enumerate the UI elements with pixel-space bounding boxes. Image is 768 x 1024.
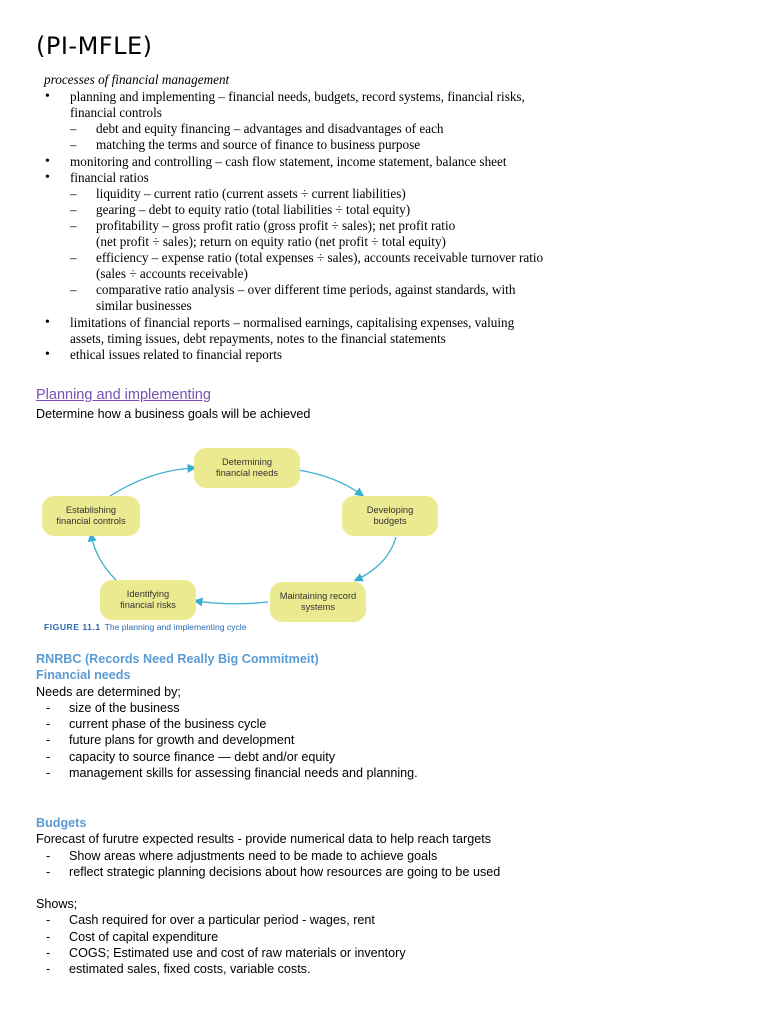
list-item bbox=[44, 89, 604, 153]
financial-needs-section bbox=[36, 651, 418, 781]
sub-list-text: (sales ÷ accounts receivable) bbox=[96, 266, 248, 281]
budgets-shows-label: Shows; bbox=[36, 897, 78, 912]
list-item: - Show areas where adjustments need to be made to achieve goals bbox=[36, 848, 500, 864]
sub-list bbox=[44, 121, 604, 153]
node-text: systems bbox=[300, 602, 336, 612]
arrow-3 bbox=[196, 601, 268, 604]
sub-list-item bbox=[70, 282, 604, 314]
node-text: financial controls bbox=[56, 516, 126, 526]
list-item bbox=[44, 170, 604, 314]
planning-cycle-figure bbox=[36, 440, 456, 640]
list-item: - capacity to source finance — debt and/or equity bbox=[36, 749, 418, 765]
list-item-text: • planning and implementing – financial needs, budgets, record systems, financial risks, bbox=[70, 89, 525, 104]
syllabus-list bbox=[44, 89, 604, 363]
node-text: Identifying bbox=[126, 589, 170, 599]
sub-list-text: – comparative ratio analysis – over different time periods, against standards, with bbox=[96, 282, 516, 297]
node-developing-budgets bbox=[342, 496, 438, 536]
financial-needs-list bbox=[36, 700, 418, 781]
list-item-text: financial controls bbox=[70, 105, 162, 120]
node-text: Determining bbox=[221, 457, 273, 467]
node-text: financial needs bbox=[215, 468, 279, 478]
figure-caption-text: The planning and implementing cycle bbox=[104, 622, 247, 632]
list-item: - estimated sales, fixed costs, variable costs. bbox=[36, 961, 500, 977]
list-item-text: assets, timing issues, debt repayments, notes to the financial statements bbox=[70, 331, 446, 346]
node-establishing-financial-controls bbox=[42, 496, 140, 536]
budgets-heading: Budgets bbox=[36, 816, 87, 830]
sub-list-item bbox=[70, 186, 604, 202]
list-item-text: • limitations of financial reports – normalised earnings, capitalising expenses, valuing bbox=[70, 315, 515, 330]
node-text: budgets bbox=[373, 516, 407, 526]
arrow-1 bbox=[298, 470, 362, 495]
figure-caption bbox=[44, 622, 247, 632]
list-item: • monitoring and controlling – cash flow statement, income statement, balance sheet bbox=[44, 154, 604, 170]
list-item: - size of the business bbox=[36, 700, 418, 716]
arrow-4 bbox=[91, 535, 116, 580]
node-identifying-financial-risks bbox=[100, 580, 196, 620]
mnemonic-heading: RNRBC (Records Need Really Big Commitmeit) bbox=[36, 652, 319, 666]
list-item: - future plans for growth and development bbox=[36, 732, 418, 748]
node-determining-financial-needs bbox=[194, 448, 300, 488]
list-item bbox=[44, 315, 604, 347]
planning-description: Determine how a business goals will be achieved bbox=[36, 407, 311, 421]
financial-needs-intro: Needs are determined by; bbox=[36, 684, 181, 699]
node-maintaining-record-systems bbox=[270, 582, 366, 622]
list-item: - Cost of capital expenditure bbox=[36, 929, 500, 945]
list-item: • ethical issues related to financial reports bbox=[44, 347, 604, 363]
sub-list-item: – matching the terms and source of finance to business purpose bbox=[70, 137, 604, 153]
budgets-shows-list bbox=[36, 912, 500, 977]
financial-needs-heading: Financial needs bbox=[36, 668, 131, 683]
sub-list-item: – debt and equity financing – advantages and disadvantages of each bbox=[70, 121, 604, 137]
sub-list-text: – efficiency – expense ratio (total expenses ÷ sales), accounts receivable turnover ratio bbox=[96, 250, 544, 265]
sub-list bbox=[44, 186, 604, 314]
syllabus-heading: processes of financial management bbox=[44, 72, 230, 87]
list-item: - management skills for assessing financial needs and planning. bbox=[36, 765, 418, 781]
section-heading-planning: Planning and implementing bbox=[36, 387, 211, 403]
sub-list-text: – profitability – gross profit ratio (gross profit ÷ sales); net profit ratio bbox=[96, 218, 456, 233]
budgets-list bbox=[36, 848, 500, 881]
node-text: Maintaining record bbox=[279, 591, 357, 601]
list-item: - Cash required for over a particular period - wages, rent bbox=[36, 912, 500, 928]
sub-list-item bbox=[70, 202, 604, 218]
page-title: (PI-MFLE) bbox=[36, 32, 153, 60]
arrow-5 bbox=[110, 468, 194, 496]
budgets-section bbox=[36, 815, 500, 978]
list-item: - reflect strategic planning decisions about how resources are going to be used bbox=[36, 864, 500, 880]
figure-number: FIGURE 11.1 bbox=[44, 622, 101, 632]
sub-list-text: – gearing – debt to equity ratio (total liabilities ÷ total equity) bbox=[96, 202, 411, 217]
sub-list-text: (net profit ÷ sales); return on equity ratio (net profit ÷ total equity) bbox=[96, 234, 446, 249]
sub-list-text: – liquidity – current ratio (current assets ÷ current liabilities) bbox=[96, 186, 406, 201]
budgets-intro: Forecast of furutre expected results - provide numerical data to help reach targets bbox=[36, 832, 492, 847]
list-item-text: • financial ratios bbox=[70, 170, 149, 185]
node-text: Developing bbox=[366, 505, 414, 515]
sub-list-item bbox=[70, 218, 604, 250]
list-item: - current phase of the business cycle bbox=[36, 716, 418, 732]
list-item: - COGS; Estimated use and cost of raw materials or inventory bbox=[36, 945, 500, 961]
sub-list-item bbox=[70, 250, 604, 282]
sub-list-text: similar businesses bbox=[96, 298, 192, 313]
syllabus-excerpt bbox=[44, 72, 604, 363]
node-text: Establishing bbox=[65, 505, 117, 515]
node-text: financial risks bbox=[120, 600, 176, 610]
arrow-2 bbox=[356, 537, 396, 580]
